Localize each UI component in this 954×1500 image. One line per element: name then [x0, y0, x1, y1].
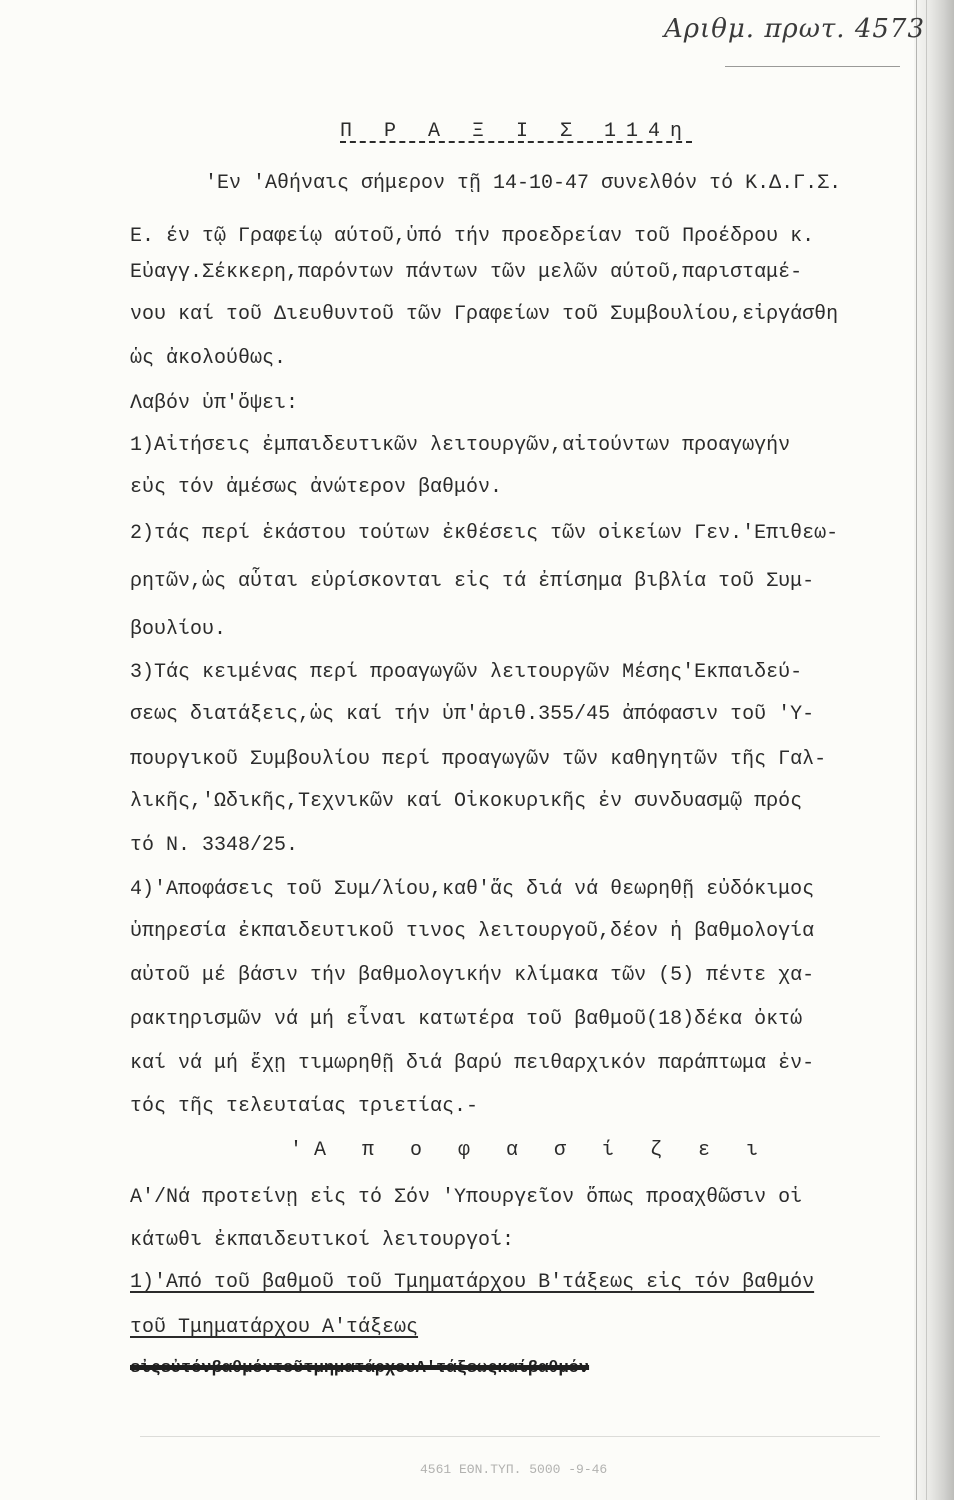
- struck-through-line: εἰςεὐτόνβαθμόντοῦτμηματάρχουΑ'τάξεωςκαίβαθμόν: [130, 1359, 590, 1378]
- underlined-line: 1)'Από τοῦ βαθμοῦ τοῦ Τμηματάρχου Β'τάξεως εἰς τόν βαθμόν: [130, 1271, 815, 1294]
- body-line: πουργικοῦ Συμβουλίου περί προαγωγῶν τῶν καθηγητῶν τῆς Γαλ-: [130, 748, 827, 771]
- body-line: σεως διατάξεις,ὡς καί τήν ὑπ'ἀριθ.355/45 ἀπόφασιν τοῦ 'Υ-: [130, 703, 815, 726]
- body-line: βουλίου.: [130, 618, 227, 641]
- body-line: αὐτοῦ μέ βάσιν τήν βαθμολογικήν κλίμακα τῶν (5) πέντε χα-: [130, 964, 815, 987]
- document-title: Π Ρ Α Ξ Ι Σ 114η: [340, 120, 693, 143]
- body-line: εὐς τόν ἀμέσως ἀνώτερον βαθμόν.: [130, 476, 503, 499]
- body-line: καί νά μή ἔχῃ τιμωρηθῇ διά βαρύ πειθαρχικόν παράπτωμα ἐν-: [130, 1052, 815, 1075]
- underlined-line: τοῦ Τμηματάρχου Α'τάξεως: [130, 1316, 419, 1339]
- decision-line: Α'/Νά προτείνῃ εἰς τό Σόν 'Υπουργεῖον ὅπως προαχθῶσιν οἱ: [130, 1186, 803, 1209]
- body-line: 1)Αἰτήσεις ἐμπαιδευτικῶν λειτουργῶν,αἰτούντων προαγωγήν: [130, 434, 791, 457]
- decision-line: κάτωθι ἐκπαιδευτικοί λειτουργοί:: [130, 1229, 515, 1252]
- body-line: ρητῶν,ὡς αὗται εὑρίσκονται εἰς τά ἐπίσημα βιβλία τοῦ Συμ-: [130, 570, 815, 593]
- footer-print-mark: 4561 ΕΘΝ.ΤΥΠ. 5000 -9-46: [420, 1462, 608, 1477]
- footer-rule: [140, 1436, 880, 1437]
- body-line: ὡς ἀκολούθως.: [130, 347, 287, 370]
- page-edge-shadow: [914, 0, 954, 1500]
- body-line: ὑπηρεσία ἐκπαιδευτικοῦ τινος λειτουργοῦ,δέον ἡ βαθμολογία: [130, 920, 815, 943]
- handwritten-protocol-number: Αριθμ. πρωτ. 4573: [664, 14, 925, 44]
- body-line: τό Ν. 3348/25.: [130, 834, 299, 857]
- body-line: 'Εν 'Αθήναις σήμερον τῇ 14-10-47 συνελθόν τό Κ.Δ.Γ.Σ.: [205, 172, 842, 195]
- body-line: Ε. έν τῷ Γραφείῳ αύτοῦ,ὑπό τήν προεδρείαν τοῦ Προέδρου κ.: [130, 225, 815, 248]
- body-line: λικῆς,'Ωδικῆς,Τεχνικῶν καί Οἰκοκυρικῆς ἐν συνδυασμῷ πρός: [130, 790, 803, 813]
- decision-heading: 'Α π ο φ α σ ί ζ ε ι: [290, 1139, 771, 1162]
- body-line: 2)τάς περί ἑκάστου τούτων ἐκθέσεις τῶν οἰκείων Γεν.'Επιθεω-: [130, 522, 839, 545]
- body-line: 4)'Αποφάσεις τοῦ Συμ/λίου,καθ'ἅς διά νά θεωρηθῇ εὐδόκιμος: [130, 878, 815, 901]
- body-line: Εὐαγγ.Σέκκερη,παρόντων πάντων τῶν μελῶν αύτοῦ,παρισταμέ-: [130, 261, 803, 284]
- body-line: 3)Τάς κειμένας περί προαγωγῶν λειτουργῶν Μέσης'Εκπαιδεύ-: [130, 661, 803, 684]
- page-edge-line: [926, 0, 927, 1500]
- body-line: Λαβόν ὑπ'ὄψει:: [130, 392, 299, 415]
- page-edge-line: [916, 0, 917, 1500]
- body-line: ρακτηρισμῶν νά μή εἶναι κατωτέρα τοῦ βαθμοῦ(18)δέκα ὀκτώ: [130, 1008, 803, 1031]
- handwritten-underline: [725, 66, 900, 67]
- body-line: τός τῆς τελευταίας τριετίας.-: [130, 1095, 479, 1118]
- body-line: νου καί τοῦ Διευθυντοῦ τῶν Γραφείων τοῦ Συμβουλίου,εἰργάσθη: [130, 303, 839, 326]
